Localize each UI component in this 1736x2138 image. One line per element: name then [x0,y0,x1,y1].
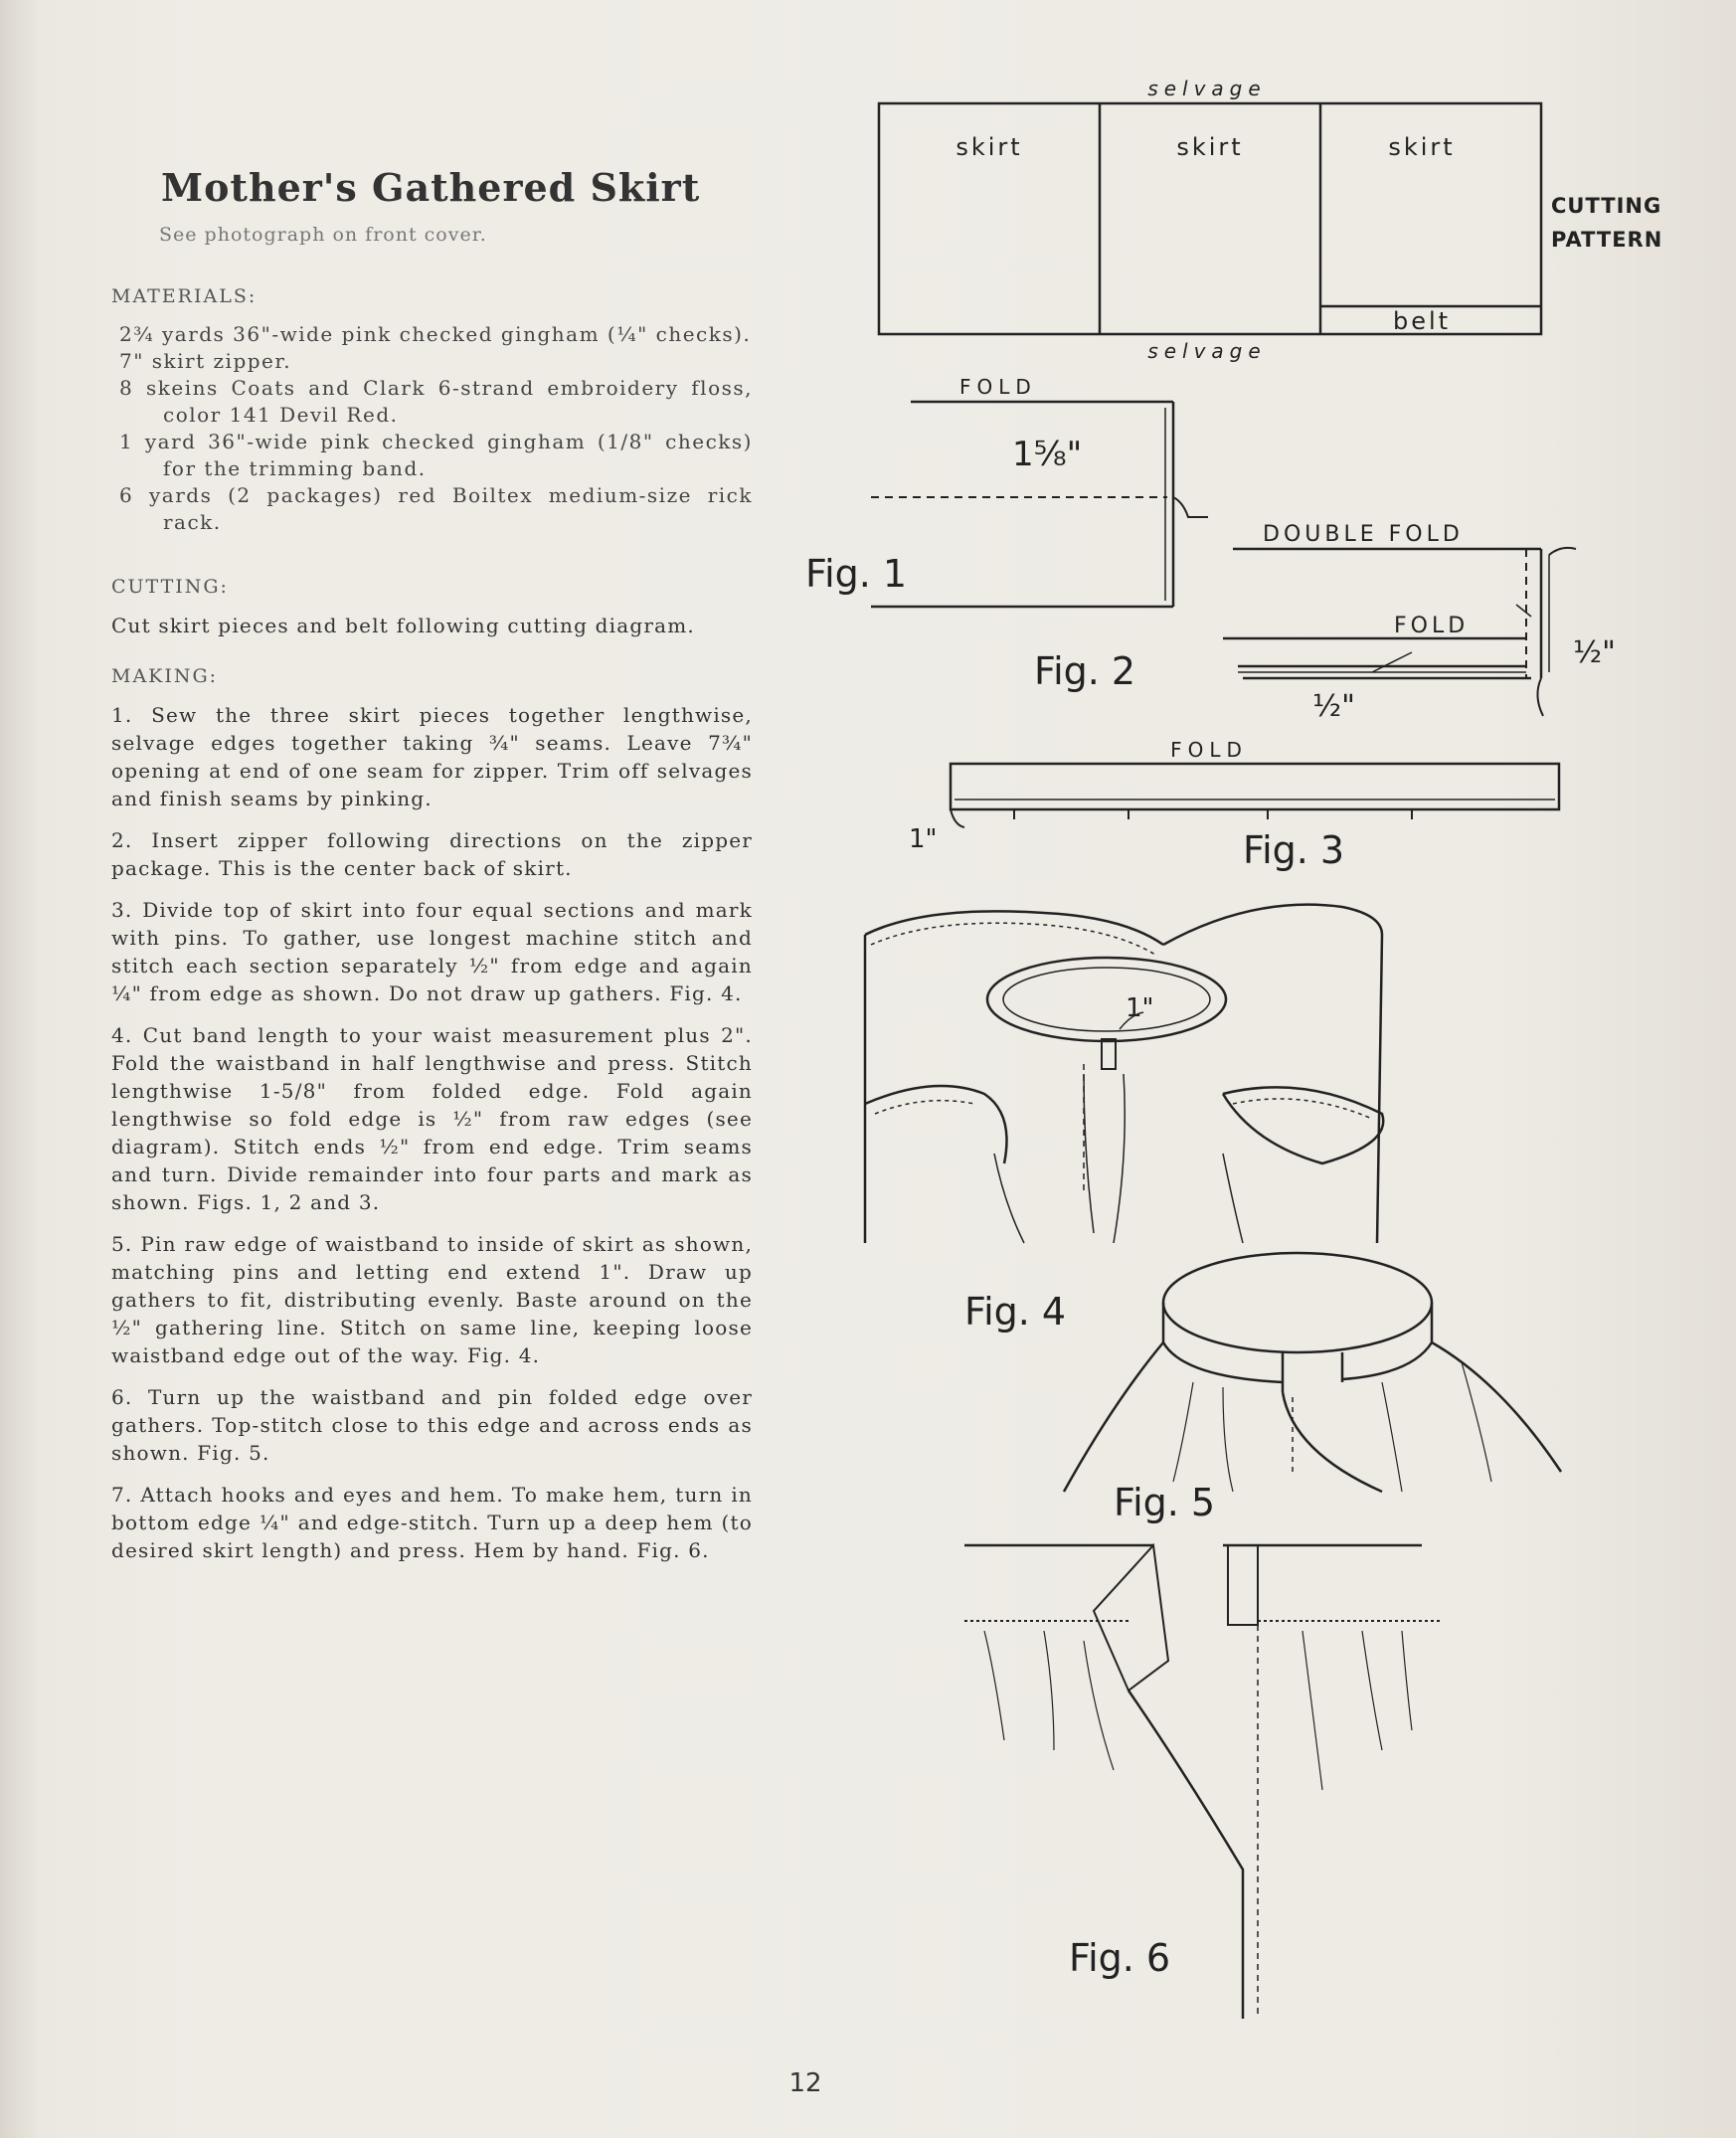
cutting-heading: CUTTING: [111,576,229,598]
fig2-double-fold-label: DOUBLE FOLD [1263,522,1464,547]
cutting-pattern-caption: PATTERN [1551,228,1663,252]
fig1-caption: Fig. 1 [805,552,908,596]
skirt-piece-label: skirt [1388,133,1456,161]
fig1-diagram [805,375,1208,607]
materials-list [111,321,753,536]
cutting-pattern-caption: CUTTING [1551,194,1662,218]
making-step: 3. Divide top of skirt into four equal sections and mark with pins. To gather, use longest machine stitch and stitch each section separately ½" from edge and again ¼" from edge as shown. Do not draw up gathers. Fig. 4. [111,898,753,1005]
fig2-diagram [1034,522,1616,724]
making-step: 4. Cut band length to your waist measurement plus 2". Fold the waistband in half lengthwise and press. Stitch lengthwise 1-5/8" from folded edge. Fold again lengthwise so fold edge is ½" from raw edges (see diagram). Stitch ends ½" from end edge. Trim seams and turn. Divide remainder into four parts and mark as shown. Figs. 1, 2 and 3. [111,1023,753,1214]
materials-item: 8 skeins Coats and Clark 6-strand embroidery floss, color 141 Devil Red. [119,376,753,427]
fig6-caption: Fig. 6 [1069,1936,1171,1980]
fig3-fold-label: FOLD [1170,738,1248,762]
making-step: 6. Turn up the waistband and pin folded edge over gathers. Top-stitch close to this edge and across ends as shown. Fig. 5. [111,1385,753,1465]
making-heading: MAKING: [111,665,219,687]
fig1-fold-label: FOLD [959,375,1037,399]
fig1-measure-label: 1⅝" [1012,435,1083,474]
fig6-diagram [964,1545,1442,2019]
materials-heading: MATERIALS: [111,285,258,307]
making-step: 7. Attach hooks and eyes and hem. To make hem, turn in bottom edge ¼" and edge-stitch. Turn up a deep hem (to desired skirt length) and press. Hem by hand. Fig. 6. [111,1483,753,1562]
fig2-caption: Fig. 2 [1034,649,1136,693]
materials-item: 7" skirt zipper. [119,349,292,373]
cutting-text: Cut skirt pieces and belt following cutting diagram. [111,614,695,637]
materials-item: 2¾ yards 36"-wide pink checked gingham (¼" checks). [119,322,752,346]
making-step: 5. Pin raw edge of waistband to inside of skirt as shown, matching pins and letting end extend 1". Draw up gathers to fit, distributing evenly. Baste around on the ½" gathering line. Stitch on same line, keeping loose waistband edge out of the way. Fig. 4. [111,1232,753,1367]
fig2-fold-label: FOLD [1394,614,1470,638]
making-step: 2. Insert zipper following directions on the zipper package. This is the center back of skirt. [111,828,753,880]
selvage-top-label: selvage [1147,77,1267,100]
making-step: 1. Sew the three skirt pieces together lengthwise, selvage edges together taking ¾" seams. Leave 7¾" opening at end of one seam for zipper. Trim off selvages and finish seams by pinking. [111,703,753,810]
page-number: 12 [788,2068,822,2098]
belt-label: belt [1392,307,1452,335]
fig5-diagram [1064,1253,1561,1524]
figures-panel [785,60,1680,2029]
skirt-piece-label: skirt [1176,133,1244,161]
fig2-half-inch-bottom: ½" [1312,689,1355,724]
fig3-one-inch-label: 1" [909,824,938,854]
fig4-caption: Fig. 4 [964,1290,1067,1334]
instructions-column [111,159,753,1564]
materials-item: 6 yards (2 packages) red Boiltex medium-size rick rack. [119,483,753,534]
selvage-bottom-label: selvage [1147,339,1267,363]
page-subtitle: See photograph on front cover. [159,224,487,246]
fig4-one-inch-label: 1" [1126,993,1154,1023]
page-title: Mother's Gathered Skirt [161,165,701,210]
fig3-diagram [909,738,1559,872]
cutting-pattern-diagram [879,77,1662,363]
skirt-piece-label: skirt [955,133,1023,161]
fig5-caption: Fig. 5 [1114,1481,1216,1524]
fig4-diagram [865,905,1383,1334]
fig2-half-inch-right: ½" [1573,635,1616,670]
fig3-caption: Fig. 3 [1243,828,1345,872]
materials-item: 1 yard 36"-wide pink checked gingham (1/8" checks) for the trimming band. [119,430,753,480]
